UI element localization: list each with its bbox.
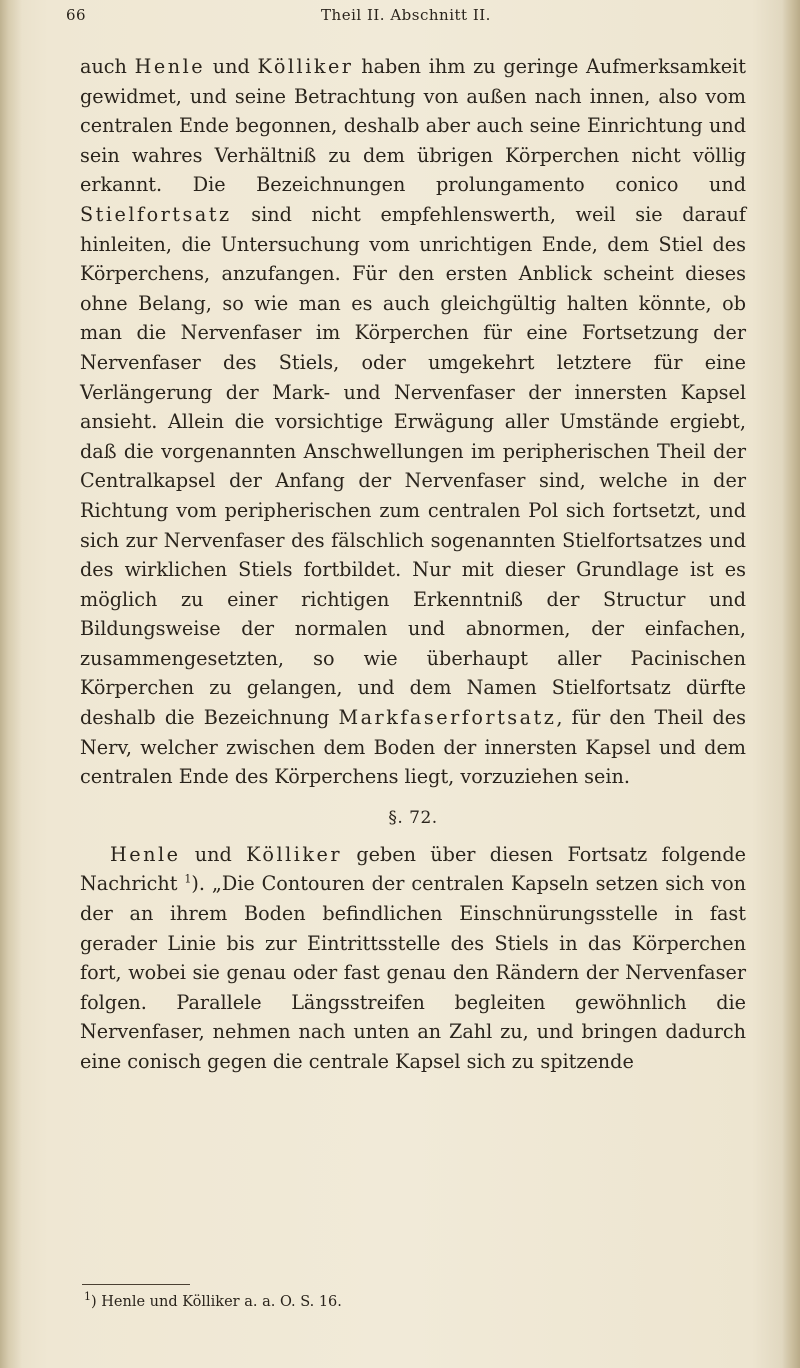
- author-henle: Henle: [110, 842, 181, 866]
- term-markfaserfortsatz: Markfaserfortsatz: [338, 706, 557, 730]
- section-heading: §. 72.: [388, 807, 438, 828]
- running-header: [66, 6, 746, 32]
- paragraph-2: Henle und Kölliker geben über diesen Fortsatz folgende Nachricht $^1$). „Die Contouren der centralen Kapseln setzen sich von der an ihrem Boden befindlichen Einschnürungsstelle in fast gerader Linie bis zur Eintrittsstelle des Stiels in das Körperchen fort, wobei sie genau oder fast genau den Rändern der Nervenfaser folgen. Parallele Längsstreifen begleiten gewöhnlich die Nervenfaser, nehmen nach unten an Zahl zu, und bringen dadurch eine conisch gegen die centrale Kapsel sich zu spitzende: [80, 842, 747, 1073]
- author-koelliker: Kölliker: [246, 842, 343, 866]
- main-text: [80, 52, 746, 1077]
- gutter-shadow: [0, 0, 22, 1368]
- page-number: 66: [66, 6, 87, 24]
- footnote-divider: [82, 1284, 190, 1285]
- footnote-text: ) Henle und Kölliker a. a. O. S. 16.: [91, 1294, 342, 1310]
- paragraph-1: auch Henle und Kölliker haben ihm zu geringe Aufmerksamkeit gewidmet, und seine Betrachtung von außen nach innen, also vom centralen Ende begonnen, deshalb aber auch seine Einrichtung und sein wahres Verhältniß zu dem übrigen Körperchen nicht völlig erkannt. Die Bezeichnungen prolungamento conico und Stielfortsatz sind nicht empfehlenswerth, weil sie darauf hinleiten, die Untersuchung vom unrichtigen Ende, dem Stiel des Körperchens, anzufangen. Für den ersten Anblick scheint dieses ohne Belang, so wie man es auch gleichgültig halten könnte, ob man die Nervenfaser im Körperchen für eine Fortsetzung der Nervenfaser des Stiels, oder umgekehrt letztere für eine Verlängerung der Mark- und Nervenfaser der innersten Kapsel ansieht. Allein die vorsichtige Erwägung aller Umstände ergiebt, daß die vorgenannten Anschwellungen im peripherischen Theil der Centralkapsel der Anfang der Nervenfaser sind, welche in der Richtung vom peripherischen zum centralen Pol sich fortsetzt, und sich zur Nervenfaser des fälschlich sogenannten Stielfortsatzes und des wirklichen Stiels fortbildet. Nur mit dieser Grundlage ist es möglich zu einer richtigen Erkenntniß der Structur und Bildungsweise der normalen und abnormen, der einfachen, zusammengesetzten, so wie überhaupt aller Pacinischen Körperchen zu gelangen, und dem Namen Stielfortsatz dürfte deshalb die Bezeichnung Markfaserfortsatz, für den Theil des Nerv, welcher zwischen dem Boden der innersten Kapsel und dem centralen Ende des Körperchens liegt, vorzuziehen sein.: [80, 55, 747, 789]
- footnote: [84, 1292, 746, 1312]
- footnote-marker: 1: [84, 1290, 91, 1304]
- author-henle: Henle: [134, 55, 206, 78]
- term-stielfortsatz: Stielfortsatz: [80, 202, 232, 226]
- author-koelliker: Kölliker: [257, 55, 354, 78]
- page-edge: [782, 0, 800, 1368]
- running-title: Theil II. Abschnitt II.: [321, 6, 491, 24]
- footnote-reference: 1: [184, 873, 192, 887]
